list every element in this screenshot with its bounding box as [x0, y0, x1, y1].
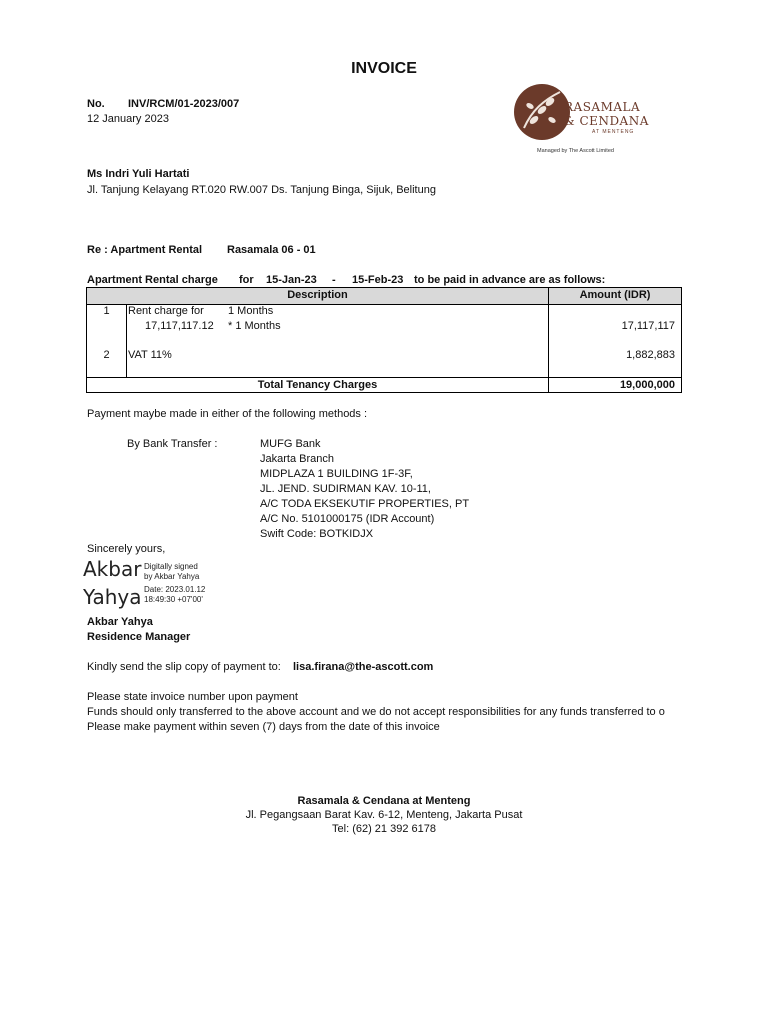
charge-for: for: [239, 274, 254, 286]
row2-amount: 1,882,883: [626, 349, 675, 361]
note-line-2: Funds should only transferred to the above account and we do not accept responsibilities for any funds transferred to o: [87, 706, 665, 718]
signature-last: Yahya: [83, 585, 142, 609]
footer-tel: Tel: (62) 21 392 6178: [332, 823, 436, 835]
re-label: Re : Apartment Rental: [87, 244, 203, 256]
invoice-no-value: INV/RCM/01-2023/007: [128, 98, 240, 110]
bank-line-5: A/C TODA EKSEKUTIF PROPERTIES, PT: [260, 498, 470, 510]
col-divider-no: [126, 304, 127, 377]
bank-line-3: MIDPLAZA 1 BUILDING 1F-3F,: [260, 468, 413, 480]
row2-desc: VAT 11%: [128, 349, 172, 361]
note-line-3: Please make payment within seven (7) days from the date of this invoice: [87, 721, 440, 733]
row1-no: 1: [103, 305, 110, 317]
header-amount: Amount (IDR): [579, 289, 651, 301]
logo-managed-by: Managed by The Ascott Limited: [537, 148, 614, 154]
footer-address: Jl. Pegangsaan Barat Kav. 6-12, Menteng, Jakarta Pusat: [245, 809, 523, 821]
invoice-no-label: No.: [87, 98, 105, 110]
payment-intro: Payment maybe made in either of the following methods :: [87, 408, 368, 420]
charge-label: Apartment Rental charge: [87, 274, 218, 286]
company-logo: [512, 80, 652, 160]
row1-desc2-b: * 1 Months: [228, 320, 281, 332]
charge-tail: to be paid in advance are as follows:: [414, 274, 606, 286]
total-divider: [87, 377, 681, 378]
digital-sig-line-3: Date: 2023.01.12: [144, 585, 206, 594]
signatory-name: Akbar Yahya: [87, 616, 153, 628]
slip-email[interactable]: lisa.firana@the-ascott.com: [293, 661, 434, 673]
charge-dash: -: [332, 274, 336, 286]
row1-desc-b: 1 Months: [228, 305, 274, 317]
header-description: Description: [287, 289, 348, 301]
bank-line-6: A/C No. 5101000175 (IDR Account): [260, 513, 435, 525]
signatory-role: Residence Manager: [87, 631, 191, 643]
bank-line-4: JL. JEND. SUDIRMAN KAV. 10-11,: [260, 483, 431, 495]
col-divider-amount: [548, 304, 549, 393]
logo-sub: AT MENTENG: [592, 129, 635, 135]
recipient-address: Jl. Tanjung Kelayang RT.020 RW.007 Ds. Tanjung Binga, Sijuk, Belitung: [87, 184, 436, 196]
payment-method-label: By Bank Transfer :: [127, 438, 218, 450]
slip-label: Kindly send the slip copy of payment to:: [87, 661, 281, 673]
row1-desc-a: Rent charge for: [128, 305, 204, 317]
logo-name-line1: RASAMALA: [564, 100, 641, 114]
row1-amount: 17,117,117: [621, 320, 675, 332]
recipient-name: Ms Indri Yuli Hartati: [87, 168, 190, 180]
rent-charges-table: [86, 287, 682, 393]
row1-desc2-a: 17,117,117.12: [145, 320, 214, 332]
charge-to: 15-Feb-23: [352, 274, 404, 286]
digital-sig-line-1: Digitally signed: [144, 562, 198, 571]
logo-name-line2: & CENDANA: [564, 114, 649, 128]
footer-name: Rasamala & Cendana at Menteng: [297, 795, 471, 807]
charge-from: 15-Jan-23: [266, 274, 317, 286]
bank-line-2: Jakarta Branch: [260, 453, 334, 465]
row2-no: 2: [103, 349, 110, 361]
signature-first: Akbar: [83, 557, 142, 581]
re-unit: Rasamala 06 - 01: [227, 244, 316, 256]
total-amount: 19,000,000: [619, 379, 675, 391]
note-line-1: Please state invoice number upon payment: [87, 691, 298, 703]
document-title: INVOICE: [351, 60, 417, 77]
total-label: Total Tenancy Charges: [257, 379, 378, 391]
invoice-date: 12 January 2023: [87, 113, 169, 125]
digital-sig-line-2: by Akbar Yahya: [144, 572, 200, 581]
closing: Sincerely yours,: [87, 543, 166, 555]
bank-line-7: Swift Code: BOTKIDJX: [260, 528, 374, 540]
digital-sig-line-4: 18:49:30 +07'00': [144, 595, 203, 604]
bank-line-1: MUFG Bank: [260, 438, 321, 450]
